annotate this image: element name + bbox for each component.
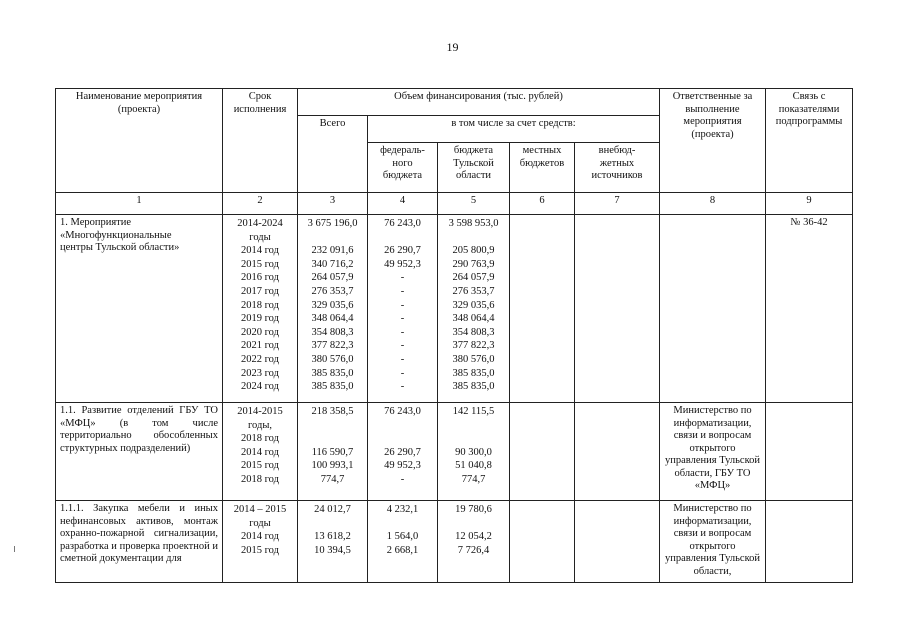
header-term: Срок исполнения	[223, 89, 298, 193]
col-num-9: 9	[766, 193, 853, 215]
row3-name: 1.1.1. Закупка мебели и иных нефинансовых активов, монтаж охранно-пожарной сигнализации, разработка и проверка проектной и сметной документации для	[56, 501, 223, 583]
row1-terms: 2014-2024 годы 2014 год 2015 год 2016 год 2017 год 2018 год 2019 год 2020 год 2021 год 2022 год 2023 год 2024 год	[223, 215, 298, 403]
row3-link	[766, 501, 853, 583]
financing-table	[55, 88, 853, 583]
row1-extra	[575, 215, 660, 403]
row3-total: 24 012,7 13 618,2 10 394,5	[298, 501, 368, 583]
row3-regional: 19 780,6 12 054,2 7 726,4	[438, 501, 510, 583]
column-number-row	[56, 193, 853, 215]
row3-federal: 4 232,1 1 564,0 2 668,1	[368, 501, 438, 583]
col-num-4: 4	[368, 193, 438, 215]
header-federal: федераль- ного бюджета	[368, 143, 438, 193]
header-total: Всего	[298, 116, 368, 193]
col-num-8: 8	[660, 193, 766, 215]
row3-local	[510, 501, 575, 583]
row2-federal: 76 243,0 26 290,7 49 952,3 -	[368, 403, 438, 501]
row1-local	[510, 215, 575, 403]
header-local: местных бюджетов	[510, 143, 575, 193]
row1-regional: 3 598 953,0 205 800,9 290 763,9 264 057,9 276 353,7 329 035,6 348 064,4 354 808,3 377 822,3 380 576,0 385 835,0 385 835,0	[438, 215, 510, 403]
row2-link	[766, 403, 853, 501]
header-incl-sources: в том числе за счет средств:	[368, 116, 660, 143]
col-num-5: 5	[438, 193, 510, 215]
col-num-7: 7	[575, 193, 660, 215]
row2-terms: 2014-2015 годы, 2018 год 2014 год 2015 год 2018 год	[223, 403, 298, 501]
header-link: Связь с показателями подпрограммы	[766, 89, 853, 193]
header-name: Наименование мероприятия (проекта)	[56, 89, 223, 193]
row1-federal: 76 243,0 26 290,7 49 952,3 - - - - - - - - -	[368, 215, 438, 403]
row1-total: 3 675 196,0 232 091,6 340 716,2 264 057,9 276 353,7 329 035,6 348 064,4 354 808,3 377 822,3 380 576,0 385 835,0 385 835,0	[298, 215, 368, 403]
table-row	[56, 403, 853, 501]
header-regional: бюджета Тульской области	[438, 143, 510, 193]
header-extra: внебюд- жетных источников	[575, 143, 660, 193]
row2-name: 1.1. Развитие отделений ГБУ ТО «МФЦ» (в том числе территориально обособленных структурных подразделений)	[56, 403, 223, 501]
row1-link: № 36-42	[766, 215, 853, 403]
col-num-2: 2	[223, 193, 298, 215]
row3-extra	[575, 501, 660, 583]
table-row	[56, 215, 853, 403]
page-number: 19	[446, 40, 459, 54]
row1-name: 1. Мероприятие «Многофункциональные центры Тульской области»	[56, 215, 223, 403]
row2-total: 218 358,5 116 590,7 100 993,1 774,7	[298, 403, 368, 501]
header-responsible: Ответственные за выполнение мероприятия (проекта)	[660, 89, 766, 193]
header-financing: Объем финансирования (тыс. рублей)	[298, 89, 660, 116]
margin-mark	[14, 546, 17, 552]
row1-responsible	[660, 215, 766, 403]
row2-responsible: Министерство по информатизации, связи и вопросам открытого управления Тульской области, ГБУ ТО «МФЦ»	[660, 403, 766, 501]
row3-terms: 2014 – 2015 годы 2014 год 2015 год	[223, 501, 298, 583]
row2-regional: 142 115,5 90 300,0 51 040,8 774,7	[438, 403, 510, 501]
col-num-1: 1	[56, 193, 223, 215]
col-num-3: 3	[298, 193, 368, 215]
table-row	[56, 501, 853, 583]
col-num-6: 6	[510, 193, 575, 215]
row2-local	[510, 403, 575, 501]
row2-extra	[575, 403, 660, 501]
row3-responsible: Министерство по информатизации, связи и вопросам открытого управления Тульской области,	[660, 501, 766, 583]
